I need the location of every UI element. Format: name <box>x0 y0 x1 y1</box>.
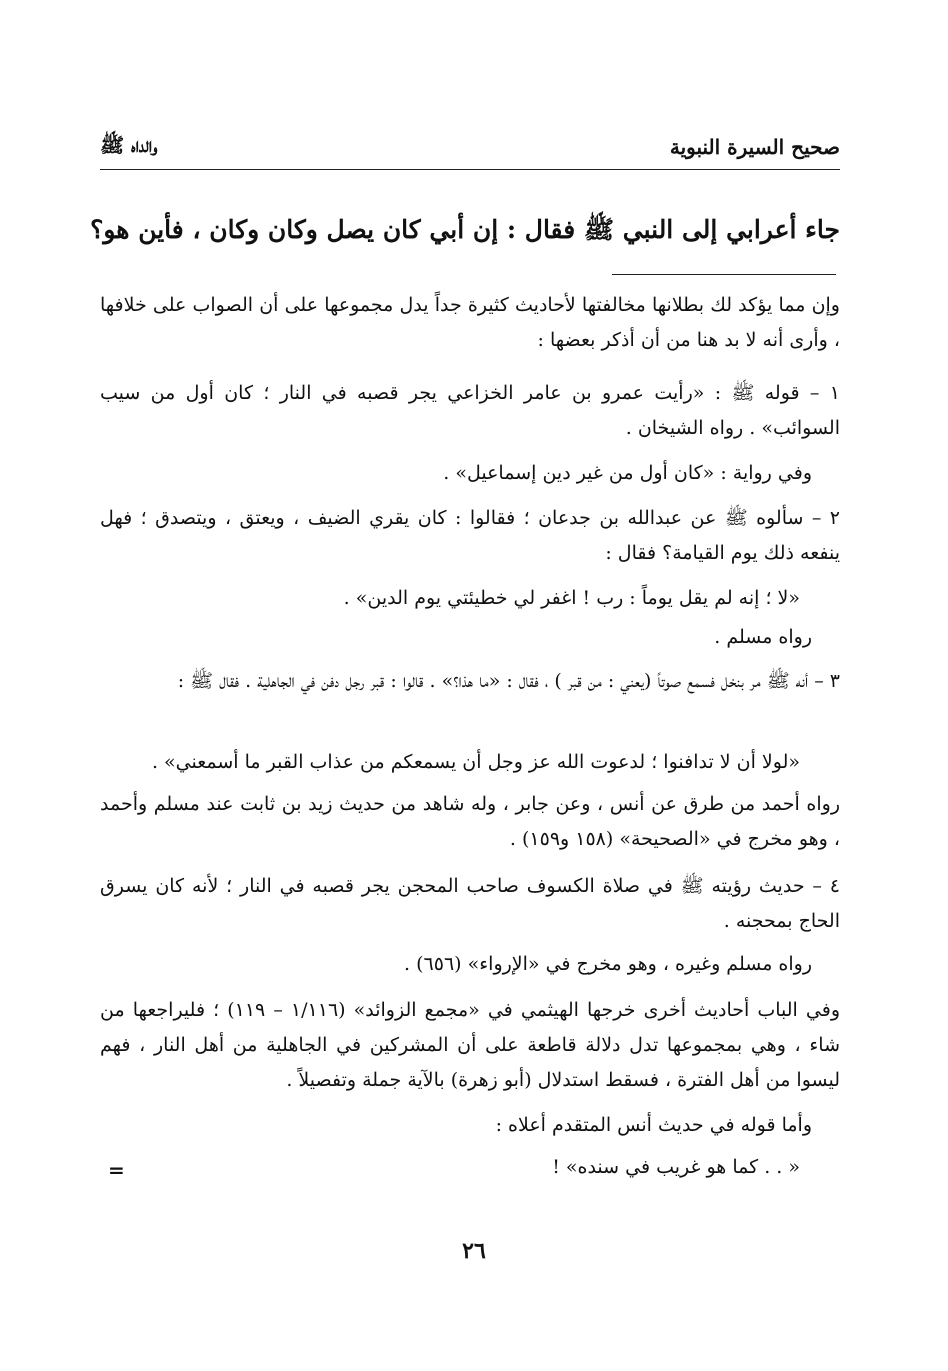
continuation-mark: = <box>108 1158 125 1182</box>
paragraph-hadith-1: ١ – قوله ﷺ : «رأيت عمرو بن عامر الخزاعي يجر قصبه في النار ؛ كان أول من سيب السوائب» . رواه الشيخان . <box>100 382 840 439</box>
paragraph-rawahu-muslim: رواه مسلم . <box>714 626 812 648</box>
running-head <box>100 130 840 164</box>
paragraph-takhrij-3: رواه أحمد من طرق عن أنس ، وعن جابر ، وله شاهد من حديث زيد بن ثابت عند مسلم وأحمد ، وهو مخرج في «الصحيحة» (١٥٨ و١٥٩) . <box>100 793 840 850</box>
quote-hadith-2: «لا ؛ إنه لم يقل يوماً : رب ! اغفر لي خطيئتي يوم الدين» . <box>343 587 800 609</box>
paragraph-hadith-3: ٣ – أنه ﷺ مر بنخل فسمع صوتاً (يعني : من قبر ) ، فقال : «ما هذا؟» . قالوا : قبر رجل دفن في الجاهلية . فقال ﷺ : <box>177 670 840 692</box>
paragraph-hadith-4: ٤ – حديث رؤيته ﷺ في صلاة الكسوف صاحب المحجن يجر قصبه في النار ؛ لأنه كان يسرق الحاج بمحجنه . <box>100 875 840 932</box>
book-title: صحيح السيرة النبوية <box>669 135 840 159</box>
quote-hadith-3: «لولا أن لا تدافنوا ؛ لدعوت الله عز وجل أن يسمعكم من عذاب القبر ما أسمعني» . <box>151 751 800 773</box>
paragraph-fil-bab: وفي الباب أحاديث أخرى خرجها الهيثمي في «مجمع الزوائد» (١/١١٦ – ١١٩) ؛ فليراجعها من شاء ، وهي بمجموعها تدل دلالة قاطعة على أن المشركين في الجاهلية من أهل النار ، فهم ليسوا من أهل الفترة ، فسقط استدلال (أبو زهرة) بالآية جملة وتفصيلاً . <box>100 999 840 1091</box>
paragraph-takhrij-4: رواه مسلم وغيره ، وهو مخرج في «الإرواء» (٦٥٦) . <box>404 953 812 975</box>
page-number: ٢٦ <box>462 1238 486 1264</box>
section-heading: جاء أعرابي إلى النبي ﷺ فقال : إن أبي كان يصل وكان وكان ، فأين هو؟ <box>90 215 840 244</box>
heading-divider <box>612 274 836 275</box>
quote-gharib: « . . كما هو غريب في سنده» ! <box>552 1156 800 1178</box>
paragraph-riwaya: وفي رواية : «كان أول من غير دين إسماعيل» . <box>443 462 812 484</box>
chapter-title: والداه ﷺ <box>100 132 158 157</box>
paragraph-wa-amma: وأما قوله في حديث أنس المتقدم أعلاه : <box>495 1114 812 1136</box>
header-divider <box>100 169 840 170</box>
paragraph-hadith-2: ٢ – سألوه ﷺ عن عبدالله بن جدعان ؛ فقالوا : كان يقري الضيف ، ويعتق ، ويتصدق ؛ فهل ينفعه ذلك يوم القيامة؟ فقال : <box>100 507 840 564</box>
paragraph-intro: وإن مما يؤكد لك بطلانها مخالفتها لأحاديث كثيرة جداً يدل مجموعها على أن الصواب على خلافها ، وأرى أنه لا بد هنا من أن أذكر بعضها : <box>100 294 840 351</box>
